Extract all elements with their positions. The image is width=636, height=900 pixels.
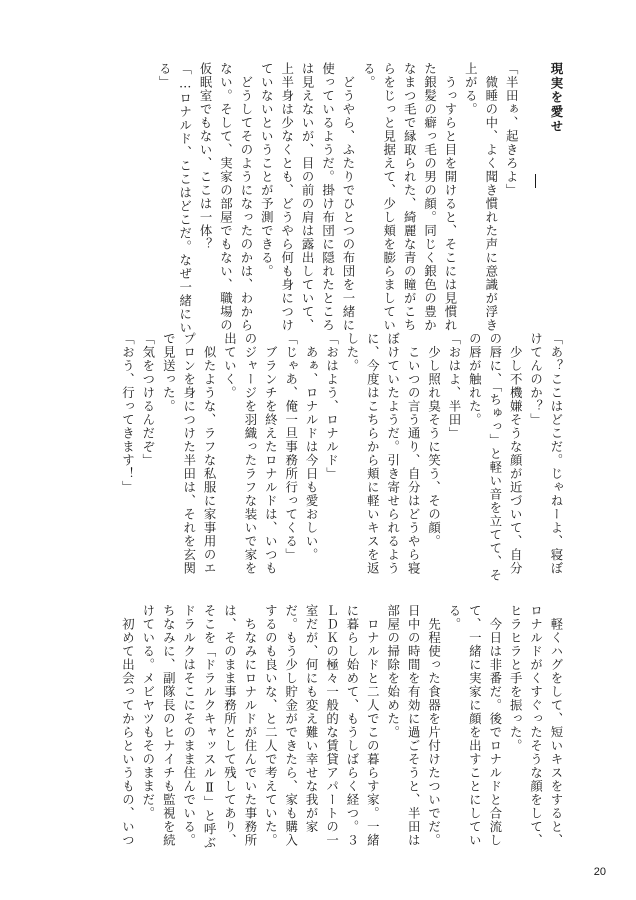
title-dash-line [525,62,545,342]
paragraph: 「おう、行ってきます！」 [120,332,136,494]
title-dash [535,174,536,188]
paragraph: ブランチを終えたロナルドは、いつものジャージを羽織ったラフな装いで家を出ていく。 [222,332,279,575]
paragraph: 似たような、ラフな私服に家事用のエプロンを身につけた半田は、それを玄関で見送った。 [161,332,218,575]
paragraph: 少し照れ臭そうに笑う、その顔。 [426,332,442,548]
paragraph: ちなみにロナルドが住んでいた事務所は、そのまま事務所として残してあり、そこを「ドラルクキャッスルⅡ」と呼ぶドラルクはそこにそのまま住んでいる。ちなみに、副隊長のヒナイチも監視を続けている。メビヤツもそのままだ。 [140,604,258,850]
paragraph: うっすらと目を開けると、そこには見慣れた銀髪の癖っ毛の男の顔。同じく銀色の豊かなまつ毛で縁取られた、綺麗な青の瞳がこちらをじっと見据えて、少し頬を膨らましている。 [361,62,458,332]
paragraph: 「おはよ、半田」 [446,332,462,440]
paragraph: 「半田ぁ、起きろよ」 [504,62,520,197]
story-title: 現実を愛せ [549,62,564,134]
paragraph: 「じゃあ、俺一旦事務所行ってくる」 [283,332,299,562]
paragraph: 「気をつけるんだぞ」 [140,332,156,467]
paragraph: 「…ロナルド、ここはどこだ。なぜ一緒にいる」 [157,62,193,335]
tier-middle [64,332,566,588]
paragraph: ロナルドと二人でこの暮らす家。一緒に暮らし始めて、もうしばらく経つ。３ＬＤＫの極々一般的な賃貸アパートの一室だが、何にも変え難い幸せな我が家だ。もう少し貯金ができたら、家も購入するのも良いな、と二人で考えていた。 [263,604,381,847]
paragraph: 今日は非番だ。後でロナルドと合流して、一緒に実家に顔を出すことにしている。 [446,604,503,847]
paragraph: 初めて出会ってからというもの、いつ [120,604,136,847]
tier-bottom [64,604,566,856]
paragraph: あぁ、ロナルドは今日も愛おしい。 [304,332,320,562]
paragraph: 微睡の中、よく聞き慣れた声に意識が浮き上がる。 [463,62,499,332]
page-number: 20 [593,866,606,878]
paragraph: こいつの言う通り、自分はどうやら寝ぼけていたようだ。引き寄せられるように、今度はこちらから頬に軽いキスを返した。 [344,332,422,575]
paragraph: 軽くハグをして、短いキスをすると、ロナルドがくすぐったそうな顔をして、ヒラヒラと手を振った。 [508,604,564,847]
paragraph: 少し不機嫌そうな顔が近づいて、自分の唇に、「ちゅっ」と軽い音を立てて、その唇が触れた。 [467,332,524,583]
paragraph: 先程使った食器を片付けたついでだ。日中の時間を有効に過ごそうと、半田は部屋の掃除を始めた。 [385,604,442,847]
paragraph: どうやら、ふたりでひとつの布団を一緒に使っているようだ。掛け布団に隠れたところは見えないが、目の前の肩は露出していて、上半身は少なくとも、どうやら何も身につけていないということが予測できる。 [259,62,356,332]
paragraph: どうしてそのようになったのかは、わからない。そして、実家の部屋でもない、職場の仮眠室でもない、ここは一体？ [198,62,254,332]
tier-top [64,62,566,342]
paragraph: 「あ？ここはどこだ。じゃねーよ、寝ぼけてんのか？」 [528,332,564,575]
paragraph: 「おはよう、ロナルド」 [324,332,340,481]
